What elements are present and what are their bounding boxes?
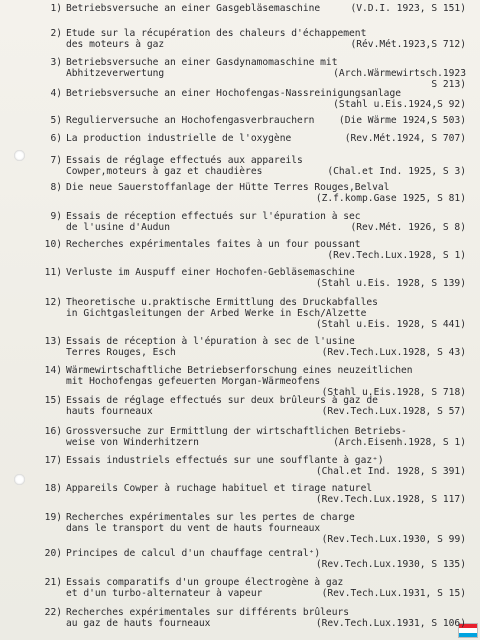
entry-title: Die neue Sauerstoffanlage der Hütte Terres Rouges,Belval — [66, 182, 390, 193]
reference-entry — [40, 607, 466, 629]
entry-title — [66, 494, 312, 505]
entry-title: La production industrielle de l'oxygène — [66, 133, 292, 144]
entry-title: Essais de réception à l'épuration à sec de l'usine — [66, 336, 355, 347]
entry-citation — [462, 607, 466, 618]
entry-title: mit Hochofengas gefeuerten Morgan-Wärmeofens — [66, 376, 321, 387]
entry-citation: (Die Wärme 1924,S 503) — [338, 115, 466, 126]
entry-title: dans le transport du vent de hauts fourneaux — [66, 523, 321, 534]
reference-entry — [40, 297, 466, 330]
entry-number: 21) — [44, 577, 62, 588]
entry-number: 19) — [44, 512, 62, 523]
reference-entry — [40, 365, 466, 398]
entry-title: Betriebsversuche an einer Gasdynamomaschine mit — [66, 57, 338, 68]
entry-number: 13) — [44, 336, 62, 347]
entry-citation-continued: S 213) — [431, 79, 466, 90]
entry-citation: (Rev.Tech.Lux.1928, S 1) — [327, 250, 466, 261]
entry-title: et d'un turbo-alternateur à vapeur — [66, 588, 263, 599]
entry-number — [40, 68, 66, 79]
entry-number — [40, 523, 66, 534]
entry-citation: (Rév.Mét.1923,S 712) — [350, 39, 466, 50]
reference-entry — [40, 577, 466, 599]
entry-citation — [462, 577, 466, 588]
entry-number: 3) — [50, 57, 62, 68]
entry-citation — [462, 365, 466, 376]
entry-citation — [462, 57, 466, 68]
entry-citation — [462, 88, 466, 99]
entry-citation: (Stahl u.Eis. 1928, S 139) — [315, 278, 466, 289]
entry-number — [40, 406, 66, 417]
entry-number — [40, 376, 66, 387]
reference-entry — [40, 88, 466, 110]
entry-citation — [462, 336, 466, 347]
entry-citation — [462, 523, 466, 534]
entry-title: Recherches expérimentales sur les pertes de charge — [66, 512, 355, 523]
entry-title — [66, 319, 312, 330]
entry-title — [66, 193, 312, 204]
entry-title: Principes de calcul d'un chauffage central⁺) — [66, 548, 321, 559]
entry-citation — [462, 182, 466, 193]
entry-number — [40, 466, 66, 477]
entry-number — [40, 559, 66, 570]
entry-citation: (Chal.et Ind. 1925, S 3) — [327, 166, 466, 177]
reference-entry — [40, 182, 466, 204]
entry-citation: (Rev.Tech.Lux.1928, S 57) — [321, 406, 466, 417]
punch-hole-bottom — [14, 474, 25, 485]
entry-number — [40, 99, 66, 110]
reference-entry — [40, 155, 466, 177]
entry-number — [40, 278, 66, 289]
entry-title: Terres Rouges, Esch — [66, 347, 176, 358]
reference-entry — [40, 395, 466, 417]
reference-entry — [40, 336, 466, 358]
entry-number — [40, 39, 66, 50]
entry-citation — [462, 455, 466, 466]
entry-number — [40, 308, 66, 319]
entry-citation: (Rev.Tech.Lux.1928, S 117) — [315, 494, 466, 505]
entry-title — [66, 559, 312, 570]
entry-title: Verluste im Auspuff einer Hochofen-Gebläsemaschine — [66, 267, 355, 278]
entry-citation — [462, 28, 466, 39]
entry-number: 10) — [44, 239, 62, 250]
entry-citation — [462, 395, 466, 406]
entry-citation: (Rev.Tech.Lux.1928, S 43) — [321, 347, 466, 358]
entry-citation: (Rev.Tech.Lux.1930, S 135) — [315, 559, 466, 570]
reference-entry — [40, 115, 466, 126]
entry-number — [40, 618, 66, 629]
entry-citation: (Rev.Mét. 1926, S 8) — [350, 222, 466, 233]
reference-entry — [40, 239, 466, 261]
entry-citation: (Chal.et Ind. 1928, S 391) — [315, 466, 466, 477]
entry-number — [40, 222, 66, 233]
entry-number: 1) — [50, 3, 62, 14]
entry-title: Essais industriels effectués sur une soufflante à gaz⁺) — [66, 455, 384, 466]
entry-number — [40, 437, 66, 448]
entry-title: Regulierversuche an Hochofengasverbrauchern — [66, 115, 315, 126]
entry-title: in Gichtgasleitungen der Arbed Werke in Esch/Alzette — [66, 308, 367, 319]
entry-number: 14) — [44, 365, 62, 376]
reference-entry — [40, 426, 466, 448]
entry-title: de l'usine d'Audun — [66, 222, 170, 233]
entry-citation: (V.D.I. 1923, S 151) — [350, 3, 466, 14]
entry-title: Essais de réglage effectués aux appareils — [66, 155, 303, 166]
entry-citation — [462, 512, 466, 523]
punch-hole-top — [14, 150, 25, 161]
entry-citation — [462, 155, 466, 166]
entry-title: Recherches expérimentales sur différents brûleurs — [66, 607, 350, 618]
entry-citation — [462, 548, 466, 559]
entry-citation — [462, 308, 466, 319]
entry-citation — [462, 297, 466, 308]
entry-number — [40, 193, 66, 204]
entry-number: 22) — [44, 607, 62, 618]
entry-number — [40, 319, 66, 330]
entry-title — [66, 99, 329, 110]
entry-number: 8) — [50, 182, 62, 193]
entry-title: weise von Winderhitzern — [66, 437, 199, 448]
reference-entry — [40, 267, 466, 289]
entry-title: Essais de réglage effectués sur deux brûleurs à gaz de — [66, 395, 378, 406]
entry-number — [40, 494, 66, 505]
entry-citation: (Stahl u.Eis. 1928, S 441) — [315, 319, 466, 330]
entry-number: 5) — [50, 115, 62, 126]
entry-citation: (Arch.Eisenh.1928, S 1) — [333, 437, 466, 448]
reference-entry — [40, 211, 466, 233]
entry-title: hauts fourneaux — [66, 406, 153, 417]
entry-number: 16) — [44, 426, 62, 437]
reference-entry — [40, 57, 466, 90]
entry-title: Essais comparatifs d'un groupe électrogène à gaz — [66, 577, 344, 588]
entry-citation — [462, 376, 466, 387]
entry-citation: (Z.f.komp.Gase 1925, S 81) — [315, 193, 466, 204]
entry-citation: (Stahl u.Eis.1928, S 718) — [321, 387, 466, 398]
entry-citation — [462, 483, 466, 494]
entry-citation — [462, 426, 466, 437]
entry-title: Cowper,moteurs à gaz et chaudières — [66, 166, 263, 177]
entry-title: Betriebsversuche an einer Gasgebläsemaschine — [66, 3, 321, 14]
entry-title: Recherches expérimentales faites à un four poussant — [66, 239, 361, 250]
entry-citation: (Stahl u.Eis.1924,S 92) — [333, 99, 466, 110]
entry-title: Abhitzeverwertung — [66, 68, 165, 79]
reference-entry — [40, 3, 466, 14]
entry-number: 12) — [44, 297, 62, 308]
entry-number — [40, 250, 66, 261]
entry-number: 17) — [44, 455, 62, 466]
entry-title: au gaz de hauts fourneaux — [66, 618, 211, 629]
entry-title: Etude sur la récupération des chaleurs d'échappement — [66, 28, 367, 39]
entry-number — [40, 534, 66, 545]
entry-citation — [462, 267, 466, 278]
entry-number — [40, 166, 66, 177]
entry-title — [66, 534, 318, 545]
entry-number: 9) — [50, 211, 62, 222]
entry-number: 18) — [44, 483, 62, 494]
entry-title: Appareils Cowper à ruchage habituel et tirage naturel — [66, 483, 373, 494]
entry-citation: (Rev.Mét.1924, S 707) — [344, 133, 466, 144]
reference-entry — [40, 455, 466, 477]
reference-entry — [40, 512, 466, 545]
entry-title — [66, 278, 312, 289]
entry-citation — [462, 239, 466, 250]
entry-number: 6) — [50, 133, 62, 144]
entry-number: 15) — [44, 395, 62, 406]
entry-title: Theoretische u.praktische Ermittlung des Druckabfalles — [66, 297, 378, 308]
entry-citation: (Rev.Tech.Lux.1931, S 106) — [315, 618, 466, 629]
reference-entry — [40, 133, 466, 144]
entry-title — [66, 466, 312, 477]
reference-entry — [40, 28, 466, 50]
entry-title: des moteurs à gaz — [66, 39, 165, 50]
reference-entry — [40, 548, 466, 570]
reference-entry — [40, 483, 466, 505]
entry-title: Grossversuche zur Ermittlung der wirtschaftlichen Betriebs- — [66, 426, 407, 437]
entry-citation: (Rev.Tech.Lux.1930, S 99) — [321, 534, 466, 545]
entry-title — [66, 250, 323, 261]
entry-number: 2) — [50, 28, 62, 39]
entry-title: Betriebsversuche an einer Hochofengas-Nassreinigungsanlage — [66, 88, 402, 99]
entry-number: 4) — [50, 88, 62, 99]
entry-number: 20) — [44, 548, 62, 559]
entry-title: Wärmewirtschaftliche Betriebserforschung eines neuzeitlichen — [66, 365, 413, 376]
entry-number — [40, 588, 66, 599]
entry-citation — [462, 211, 466, 222]
entry-citation: (Rev.Tech.Lux.1931, S 15) — [321, 588, 466, 599]
entry-number: 11) — [44, 267, 62, 278]
entry-title: Essais de réception effectués sur l'épuration à sec — [66, 211, 361, 222]
entry-number — [40, 347, 66, 358]
entry-number: 7) — [50, 155, 62, 166]
entry-citation: (Arch.Wärmewirtsch.1923 — [333, 68, 466, 79]
